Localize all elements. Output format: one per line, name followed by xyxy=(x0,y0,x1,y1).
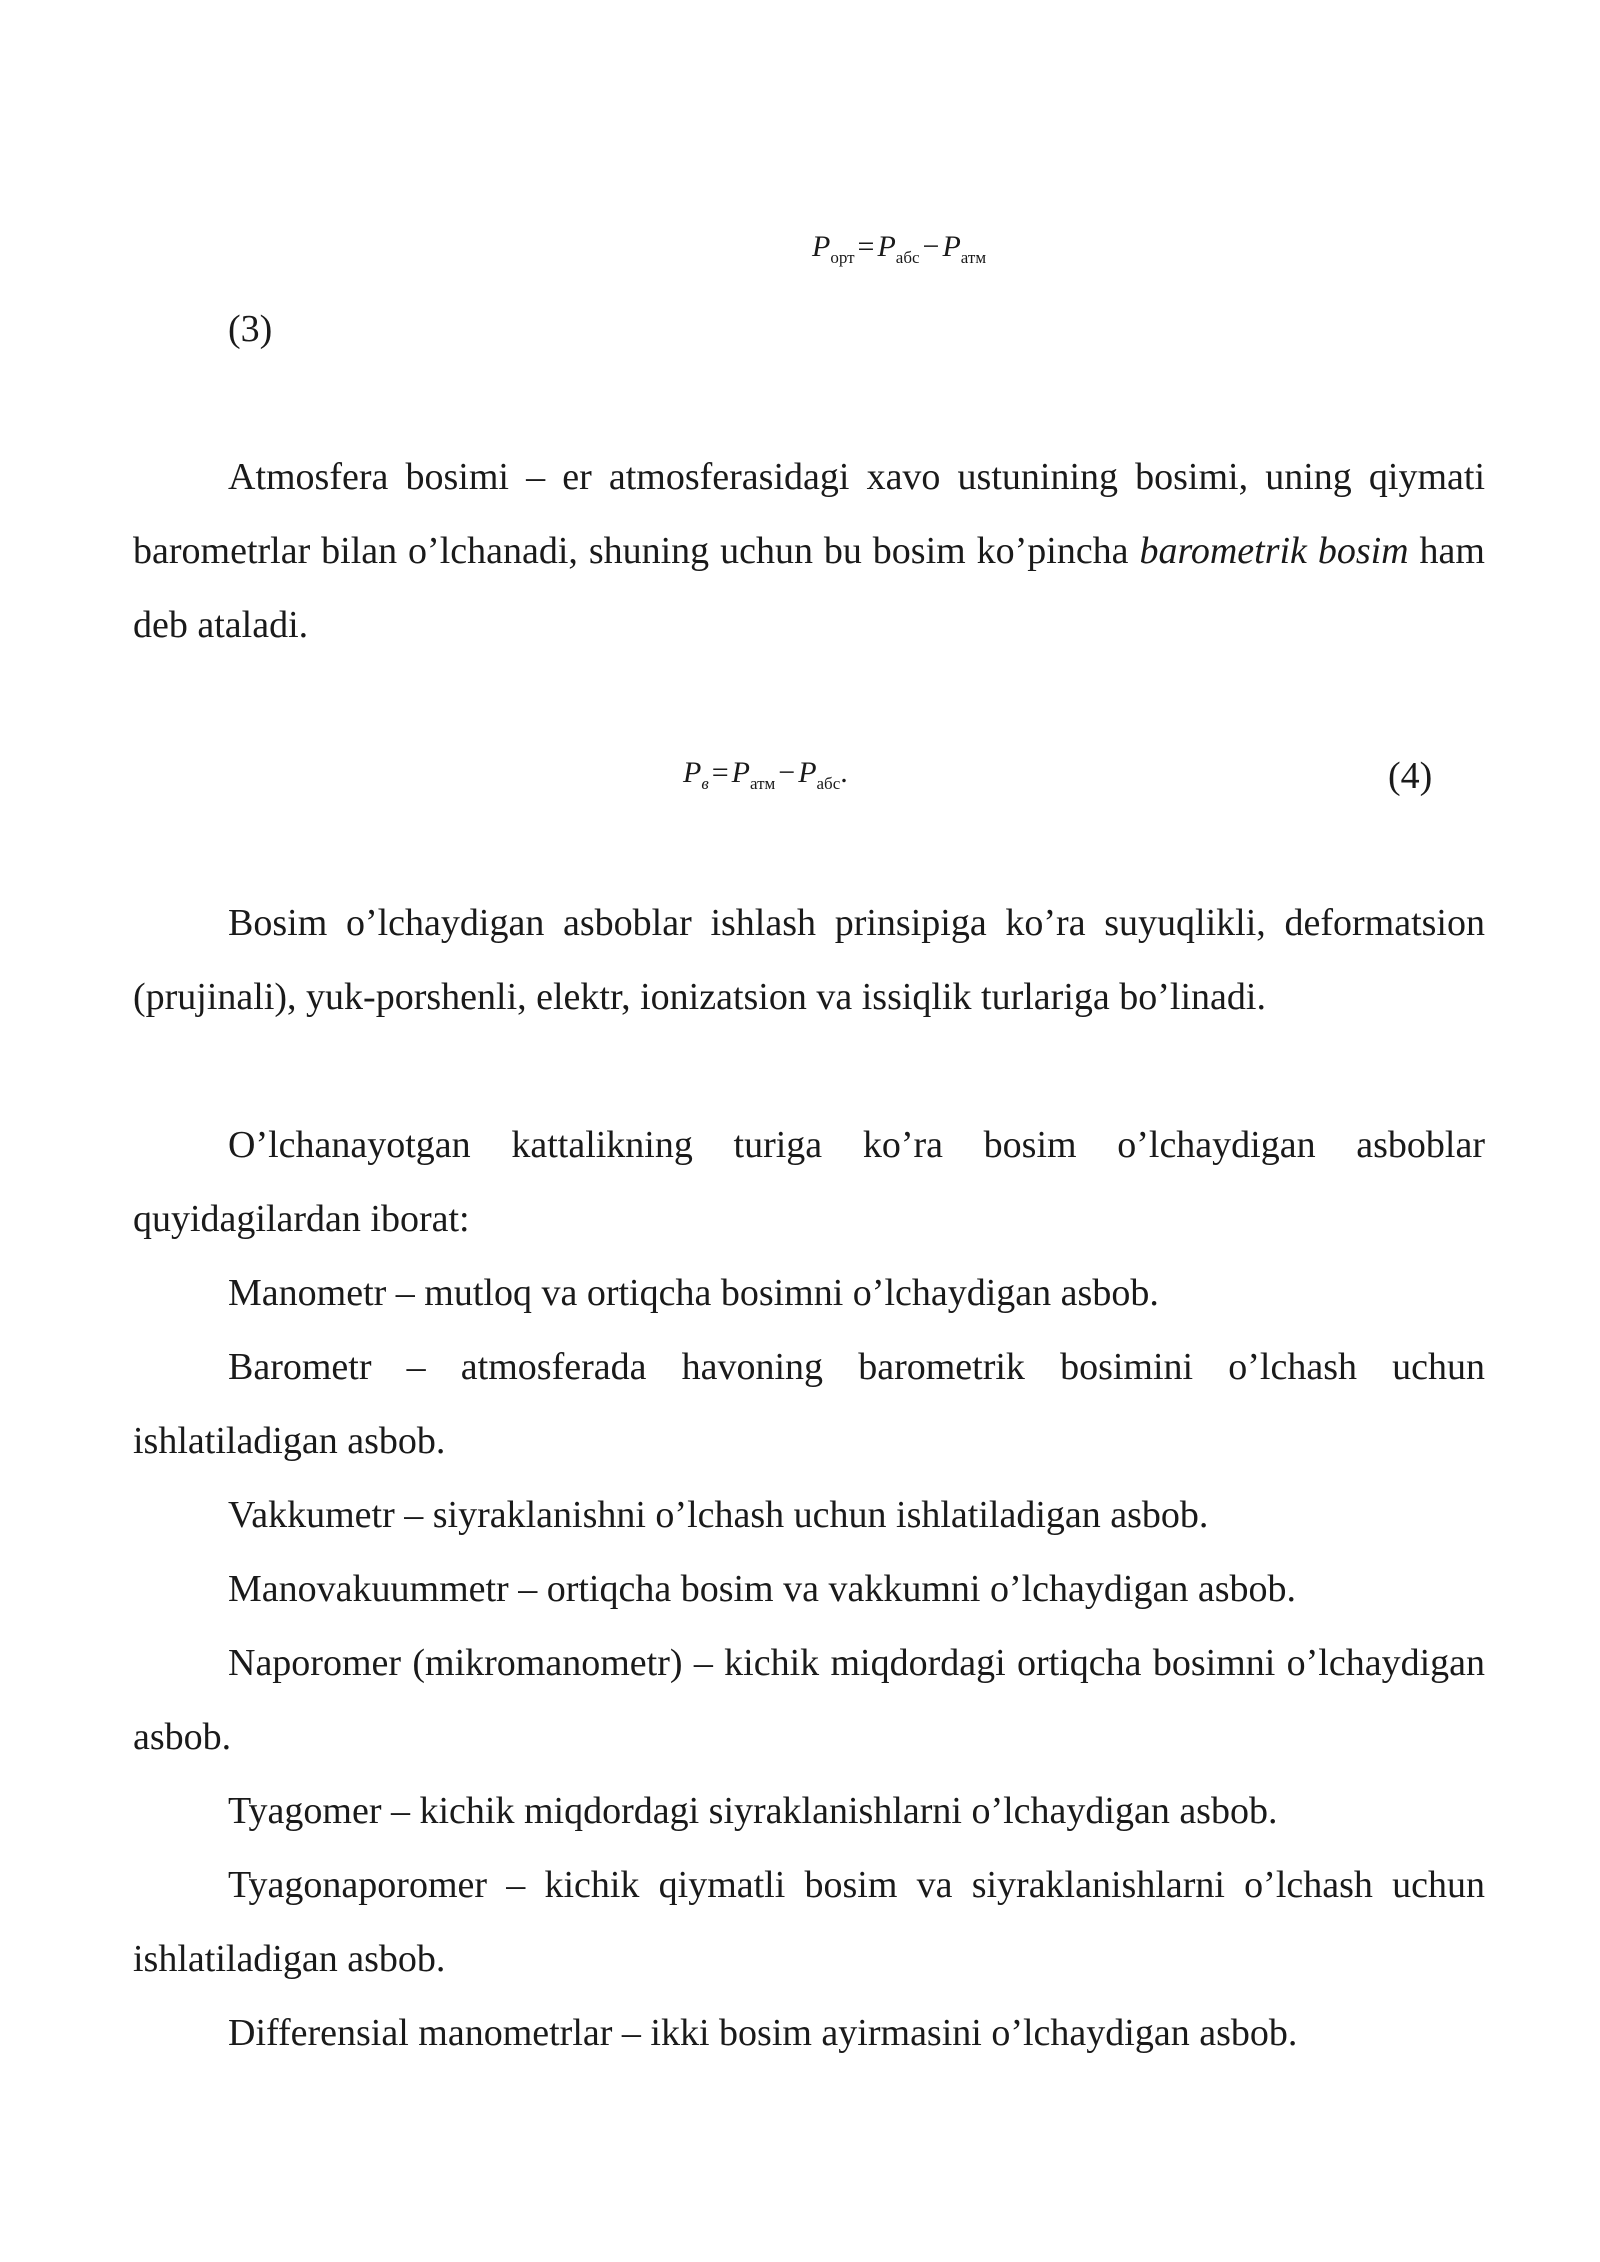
paragraph-manovacuum-gauge: Manovakuummetr – ortiqcha bosim va vakkumni o’lchaydigan asbob. xyxy=(228,1568,1296,1610)
formula-4-lhs: P xyxy=(683,756,702,789)
equation-number-4: (4) xyxy=(1388,755,1433,797)
formula-4-dot: . xyxy=(840,756,848,789)
paragraph-classification: Bosim o’lchaydigan asboblar ishlash prinsipiga ko’ra suyuqlikli, deformatsion (prujinali), yuk-porshenli, elektr, ionizatsion va issiqlik turlariga bo’linadi. xyxy=(133,902,1485,1018)
formula-4-lhs-sub: в xyxy=(701,774,709,793)
formula-4-term1-sub: атм xyxy=(749,774,776,793)
formula-3-term1-sub: абс xyxy=(895,248,920,267)
paragraph-draft-gauge: Tyagomer – kichik miqdordagi siyraklanishlarni o’lchaydigan asbob. xyxy=(228,1790,1278,1832)
paragraph-types-intro: O’lchanayotgan kattalikning turiga ko’ra bosim o’lchaydigan asboblar quyidagilardan iborat: xyxy=(133,1124,1485,1240)
formula-3-lhs-sub: орт xyxy=(830,248,855,267)
formula-3-term2: P xyxy=(942,230,961,263)
formula-3-eq: = xyxy=(857,230,875,263)
formula-3-term2-sub: атм xyxy=(960,248,987,267)
paragraph-atm-text: Atmosfera bosimi – er atmosferasidagi xavo ustunining bosimi, uning qiymati barometrlar bilan o’lchanadi, shuning uchun bu bosim ko’pincha xyxy=(133,456,1485,572)
formula-4-minus: − xyxy=(778,756,796,789)
paragraph-barometer: Barometr – atmosferada havoning barometrik bosimini o’lchash uchun ishlatiladigan asbob. xyxy=(133,1346,1485,1462)
formula-4-eq: = xyxy=(711,756,729,789)
paragraph-differential-manometer: Differensial manometrlar – ikki bosim ayirmasini o’lchaydigan asbob. xyxy=(228,2012,1298,2054)
paragraph-draft-pressure-gauge: Naporomer (mikromanometr) – kichik miqdordagi ortiqcha bosimni o’lchaydigan asbob. xyxy=(133,1642,1485,1758)
paragraph-atm-italic-term: barometrik bosim xyxy=(1139,530,1409,572)
paragraph-vacuum-gauge: Vakkumetr – siyraklanishni o’lchash uchun ishlatiladigan asbob. xyxy=(228,1494,1209,1536)
formula-3-lhs: P xyxy=(812,230,831,263)
paragraph-atm-tail: ham deb ataladi. xyxy=(133,530,1485,646)
paragraph-atmospheric-pressure xyxy=(133,440,1485,662)
formula-4-term1: P xyxy=(731,756,750,789)
formula-3 xyxy=(812,230,987,267)
paragraph-manometer: Manometr – mutloq va ortiqcha bosimni o’lchaydigan asbob. xyxy=(228,1272,1159,1314)
formula-3-term1: P xyxy=(877,230,896,263)
formula-4-term2: P xyxy=(798,756,817,789)
equation-number-3: (3) xyxy=(228,308,273,350)
formula-4 xyxy=(683,756,848,793)
paragraph-draft-pressure-vacuum-gauge: Tyagonaporomer – kichik qiymatli bosim va siyraklanishlarni o’lchash uchun ishlatiladigan asbob. xyxy=(133,1864,1485,1980)
formula-4-term2-sub: абс xyxy=(816,774,841,793)
formula-3-minus: − xyxy=(922,230,940,263)
